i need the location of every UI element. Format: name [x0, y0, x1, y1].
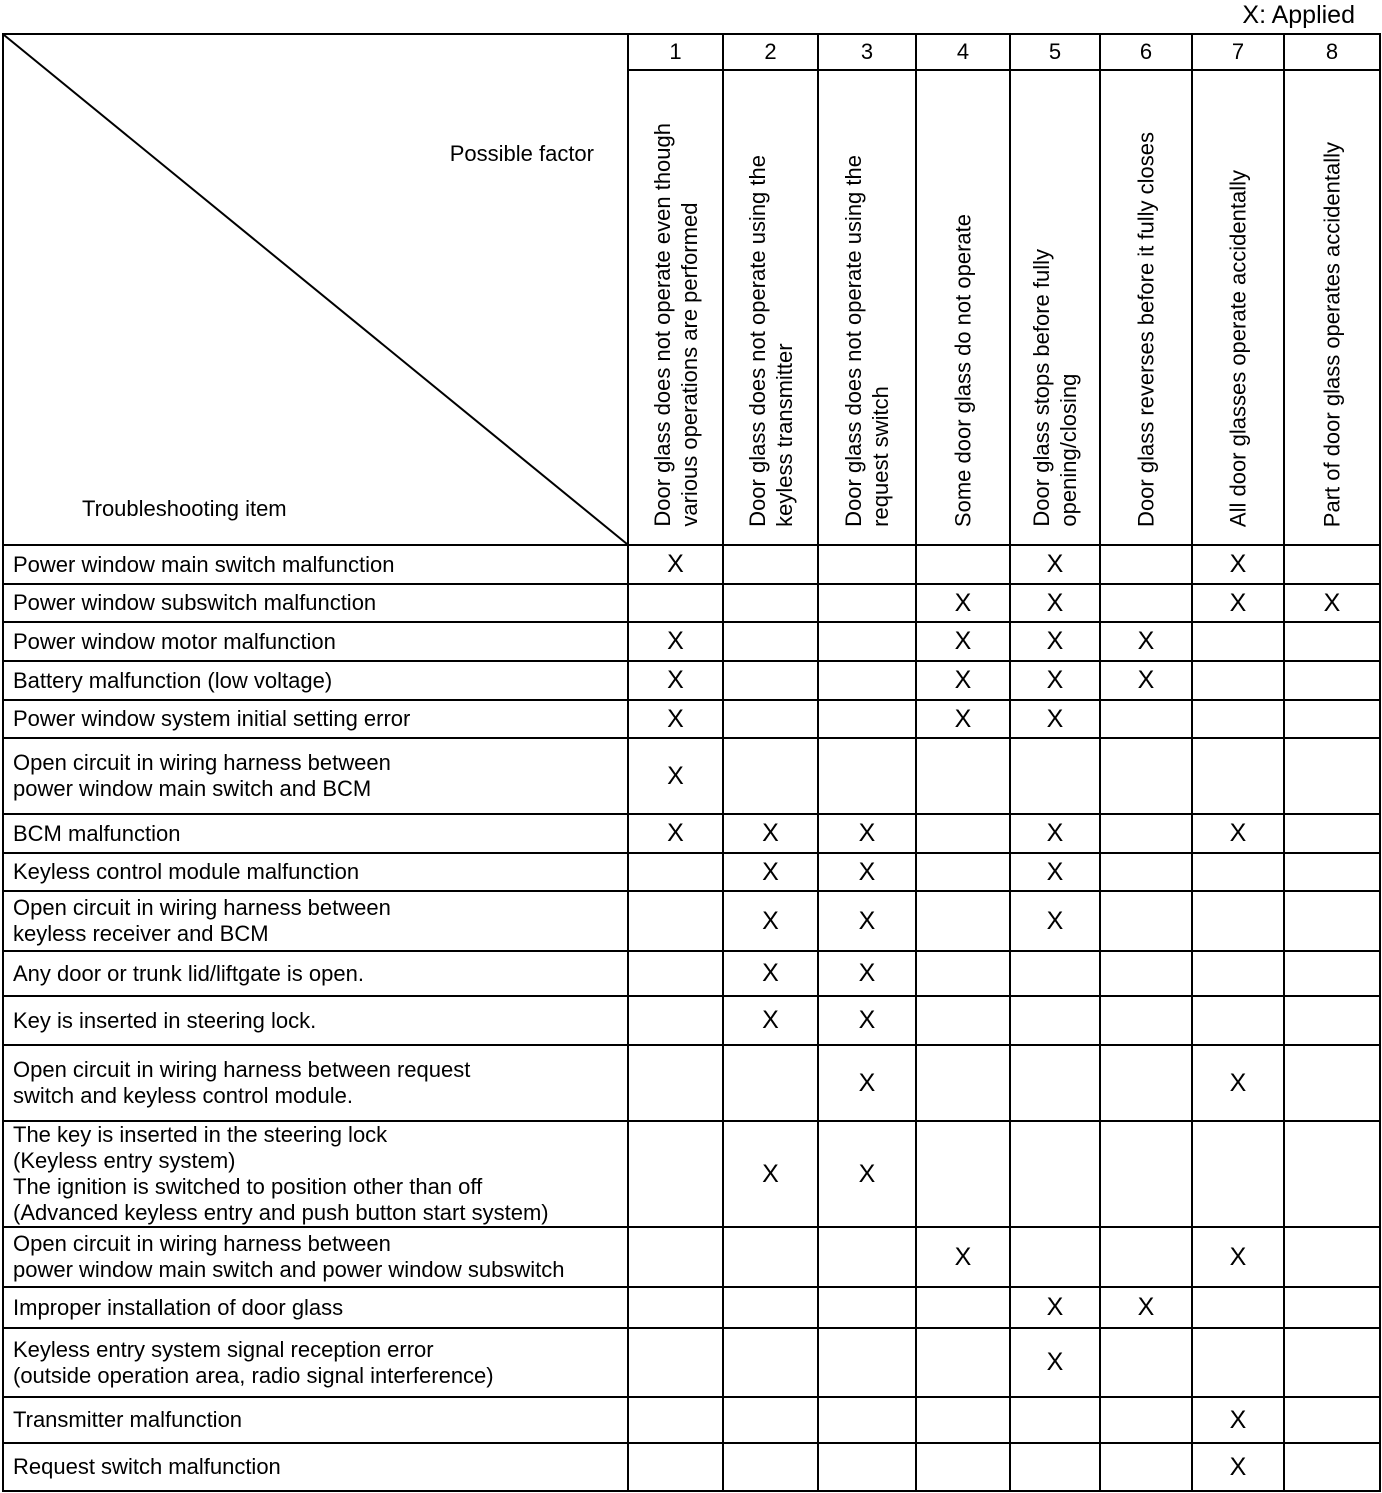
troubleshooting-item-cell — [4, 1444, 629, 1492]
applied-mark-col-8 — [1285, 546, 1381, 585]
applied-legend: X: Applied — [1242, 1, 1355, 29]
applied-mark-col-3: X — [819, 815, 917, 854]
applied-mark-col-2: X — [724, 854, 819, 892]
troubleshooting-item-text: Open circuit in wiring harness between power window main switch and BCM — [13, 750, 391, 801]
applied-mark-col-7 — [1193, 662, 1285, 701]
troubleshooting-item-text: Power window system initial setting error — [13, 706, 411, 731]
applied-mark-col-3 — [819, 1398, 917, 1444]
applied-mark-col-3: X — [819, 1122, 917, 1228]
column-label-cell-1 — [629, 71, 724, 546]
applied-mark-col-5: X — [1011, 662, 1101, 701]
applied-mark-col-7: X — [1193, 1444, 1285, 1492]
column-number-1: 1 — [629, 35, 724, 71]
troubleshooting-item-cell — [4, 1122, 629, 1228]
applied-mark-col-7: X — [1193, 1398, 1285, 1444]
applied-mark-col-6 — [1101, 815, 1193, 854]
applied-mark-col-5 — [1011, 1122, 1101, 1228]
applied-mark-col-6 — [1101, 997, 1193, 1046]
applied-mark-col-4 — [917, 1329, 1011, 1398]
applied-mark-col-4 — [917, 997, 1011, 1046]
applied-mark-col-2 — [724, 1398, 819, 1444]
column-label-1: Door glass does not operate even though various operations are performed — [649, 123, 702, 527]
applied-mark-col-1: X — [629, 701, 724, 739]
applied-mark-col-4 — [917, 854, 1011, 892]
applied-mark-col-2 — [724, 1444, 819, 1492]
applied-mark-col-5: X — [1011, 854, 1101, 892]
applied-mark-col-4: X — [917, 662, 1011, 701]
applied-mark-col-3 — [819, 701, 917, 739]
applied-mark-col-5: X — [1011, 585, 1101, 623]
applied-mark-col-2 — [724, 546, 819, 585]
applied-mark-col-7: X — [1193, 815, 1285, 854]
applied-mark-col-2: X — [724, 892, 819, 952]
troubleshooting-item-text: Power window motor malfunction — [13, 628, 336, 654]
applied-mark-col-1 — [629, 585, 724, 623]
applied-mark-col-5 — [1011, 1444, 1101, 1492]
applied-mark-col-8 — [1285, 892, 1381, 952]
applied-mark-col-4 — [917, 1288, 1011, 1329]
applied-mark-col-7: X — [1193, 1228, 1285, 1288]
applied-mark-col-2 — [724, 1228, 819, 1288]
applied-mark-col-8 — [1285, 1228, 1381, 1288]
applied-mark-col-1 — [629, 1122, 724, 1228]
applied-mark-col-4 — [917, 1444, 1011, 1492]
applied-mark-col-8 — [1285, 1288, 1381, 1329]
troubleshooting-item-text: Open circuit in wiring harness between request switch and keyless control module. — [13, 1057, 471, 1108]
troubleshooting-item-text: Open circuit in wiring harness between keyless receiver and BCM — [13, 895, 391, 946]
applied-mark-col-2 — [724, 1046, 819, 1122]
applied-mark-col-2 — [724, 739, 819, 815]
applied-mark-col-1: X — [629, 546, 724, 585]
applied-mark-col-8 — [1285, 1444, 1381, 1492]
applied-mark-col-2 — [724, 1288, 819, 1329]
diagonal-divider-line — [4, 35, 627, 544]
applied-mark-col-4 — [917, 952, 1011, 997]
applied-mark-col-1: X — [629, 815, 724, 854]
troubleshooting-item-text: Key is inserted in steering lock. — [13, 1007, 317, 1033]
applied-mark-col-7 — [1193, 892, 1285, 952]
applied-mark-col-1: X — [629, 662, 724, 701]
applied-mark-col-8 — [1285, 662, 1381, 701]
applied-mark-col-5 — [1011, 997, 1101, 1046]
applied-mark-col-2: X — [724, 997, 819, 1046]
applied-mark-col-2: X — [724, 1122, 819, 1228]
applied-mark-col-6 — [1101, 701, 1193, 739]
applied-mark-col-3 — [819, 1444, 917, 1492]
applied-mark-col-4 — [917, 892, 1011, 952]
applied-mark-col-2: X — [724, 815, 819, 854]
column-number-8: 8 — [1285, 35, 1381, 71]
column-number-3: 3 — [819, 35, 917, 71]
troubleshooting-item-text: Keyless entry system signal reception error (outside operation area, radio signal interference) — [13, 1336, 494, 1388]
applied-mark-col-6: X — [1101, 662, 1193, 701]
applied-mark-col-6 — [1101, 854, 1193, 892]
applied-mark-col-1 — [629, 854, 724, 892]
applied-mark-col-4: X — [917, 585, 1011, 623]
column-label-cell-3 — [819, 71, 917, 546]
applied-mark-col-1 — [629, 892, 724, 952]
applied-mark-col-8 — [1285, 952, 1381, 997]
applied-mark-col-7 — [1193, 1122, 1285, 1228]
applied-mark-col-3: X — [819, 997, 917, 1046]
troubleshooting-item-text: Keyless control module malfunction — [13, 859, 360, 884]
applied-mark-col-8 — [1285, 701, 1381, 739]
applied-mark-col-1 — [629, 1228, 724, 1288]
applied-mark-col-2 — [724, 585, 819, 623]
applied-mark-col-1 — [629, 952, 724, 997]
applied-mark-col-3 — [819, 546, 917, 585]
applied-mark-col-5 — [1011, 1398, 1101, 1444]
troubleshooting-item-cell — [4, 662, 629, 701]
applied-mark-col-5 — [1011, 1228, 1101, 1288]
applied-mark-col-7: X — [1193, 546, 1285, 585]
applied-mark-col-3: X — [819, 854, 917, 892]
troubleshooting-item-text: BCM malfunction — [13, 820, 181, 846]
applied-mark-col-6: X — [1101, 623, 1193, 662]
column-number-2: 2 — [724, 35, 819, 71]
applied-mark-col-6 — [1101, 585, 1193, 623]
possible-factor-label: Possible factor — [449, 141, 594, 166]
applied-mark-col-6 — [1101, 1122, 1193, 1228]
applied-mark-col-3 — [819, 1329, 917, 1398]
applied-mark-col-6 — [1101, 952, 1193, 997]
troubleshooting-item-text: Power window main switch malfunction — [13, 551, 395, 577]
applied-mark-col-6 — [1101, 1228, 1193, 1288]
applied-mark-col-7 — [1193, 623, 1285, 662]
troubleshooting-item-cell — [4, 1288, 629, 1329]
column-label-5: Door glass stops before fully opening/closing — [1029, 249, 1081, 527]
column-label-3: Door glass does not operate using the request switch — [841, 155, 893, 527]
applied-mark-col-8 — [1285, 1046, 1381, 1122]
column-label-cell-8 — [1285, 71, 1381, 546]
column-number-5: 5 — [1011, 35, 1101, 71]
applied-mark-col-8 — [1285, 739, 1381, 815]
applied-mark-col-8 — [1285, 1122, 1381, 1228]
column-label-7: All door glasses operate accidentally — [1225, 169, 1251, 527]
applied-mark-col-4: X — [917, 701, 1011, 739]
applied-mark-col-2 — [724, 662, 819, 701]
applied-mark-col-3 — [819, 623, 917, 662]
applied-mark-col-4 — [917, 1122, 1011, 1228]
troubleshooting-item-cell — [4, 623, 629, 662]
troubleshooting-item-cell — [4, 1398, 629, 1444]
applied-mark-col-5 — [1011, 1046, 1101, 1122]
troubleshooting-item-cell — [4, 952, 629, 997]
applied-mark-col-6 — [1101, 1444, 1193, 1492]
applied-mark-col-8 — [1285, 1398, 1381, 1444]
applied-mark-col-4: X — [917, 1228, 1011, 1288]
applied-mark-col-3: X — [819, 1046, 917, 1122]
applied-mark-col-7 — [1193, 997, 1285, 1046]
applied-mark-col-4 — [917, 815, 1011, 854]
troubleshooting-item-cell — [4, 1228, 629, 1288]
column-number-7: 7 — [1193, 35, 1285, 71]
column-label-cell-5 — [1011, 71, 1101, 546]
applied-mark-col-3 — [819, 1288, 917, 1329]
troubleshooting-item-cell — [4, 546, 629, 585]
column-label-cell-6 — [1101, 71, 1193, 546]
troubleshooting-item-text: Open circuit in wiring harness between power window main switch and power window subswitch — [13, 1231, 565, 1282]
applied-mark-col-8 — [1285, 815, 1381, 854]
applied-mark-col-1 — [629, 1398, 724, 1444]
applied-mark-col-3 — [819, 1228, 917, 1288]
applied-mark-col-5 — [1011, 739, 1101, 815]
troubleshooting-item-cell — [4, 997, 629, 1046]
applied-mark-col-1: X — [629, 623, 724, 662]
applied-mark-col-5: X — [1011, 1288, 1101, 1329]
applied-mark-col-5: X — [1011, 623, 1101, 662]
applied-mark-col-5: X — [1011, 1329, 1101, 1398]
applied-mark-col-2 — [724, 701, 819, 739]
applied-mark-col-5 — [1011, 952, 1101, 997]
applied-mark-col-6 — [1101, 892, 1193, 952]
applied-mark-col-3 — [819, 662, 917, 701]
applied-mark-col-3: X — [819, 952, 917, 997]
applied-mark-col-1 — [629, 1288, 724, 1329]
applied-mark-col-8 — [1285, 997, 1381, 1046]
column-label-4: Some door glass do not operate — [950, 213, 976, 527]
applied-mark-col-6 — [1101, 1329, 1193, 1398]
applied-mark-col-8 — [1285, 1329, 1381, 1398]
troubleshooting-item-cell — [4, 854, 629, 892]
troubleshooting-item-cell — [4, 585, 629, 623]
troubleshooting-item-text: Request switch malfunction — [13, 1454, 281, 1479]
applied-mark-col-7 — [1193, 854, 1285, 892]
applied-mark-col-4: X — [917, 623, 1011, 662]
applied-mark-col-6 — [1101, 1398, 1193, 1444]
applied-mark-col-8 — [1285, 623, 1381, 662]
applied-mark-col-2 — [724, 623, 819, 662]
troubleshooting-item-text: The key is inserted in the steering lock (Keyless entry system) The ignition is switched to position other than off (Advanced keyless entry and push button start system) — [13, 1122, 549, 1225]
applied-mark-col-8 — [1285, 854, 1381, 892]
applied-mark-col-6: X — [1101, 1288, 1193, 1329]
applied-mark-col-7: X — [1193, 1046, 1285, 1122]
column-number-4: 4 — [917, 35, 1011, 71]
column-label-cell-2 — [724, 71, 819, 546]
applied-mark-col-1 — [629, 997, 724, 1046]
applied-mark-col-7 — [1193, 1288, 1285, 1329]
applied-mark-col-2 — [724, 1329, 819, 1398]
troubleshooting-item-cell — [4, 739, 629, 815]
troubleshooting-item-cell — [4, 1046, 629, 1122]
applied-mark-col-7 — [1193, 952, 1285, 997]
applied-mark-col-5: X — [1011, 815, 1101, 854]
applied-mark-col-6 — [1101, 546, 1193, 585]
column-label-8: Part of door glass operates accidentally — [1319, 141, 1345, 527]
troubleshooting-item-text: Power window subswitch malfunction — [13, 590, 377, 615]
applied-mark-col-7: X — [1193, 585, 1285, 623]
applied-mark-col-5: X — [1011, 546, 1101, 585]
troubleshooting-item-cell — [4, 1329, 629, 1398]
applied-mark-col-4 — [917, 1046, 1011, 1122]
column-label-6: Door glass reverses before it fully closes — [1133, 132, 1159, 527]
applied-mark-col-6 — [1101, 739, 1193, 815]
applied-mark-col-1 — [629, 1444, 724, 1492]
applied-mark-col-3 — [819, 585, 917, 623]
applied-mark-col-4 — [917, 739, 1011, 815]
applied-mark-col-4 — [917, 1398, 1011, 1444]
troubleshooting-table — [2, 33, 1381, 1492]
applied-mark-col-1 — [629, 1329, 724, 1398]
applied-mark-col-3: X — [819, 892, 917, 952]
applied-mark-col-8: X — [1285, 585, 1381, 623]
applied-mark-col-3 — [819, 739, 917, 815]
applied-mark-col-5: X — [1011, 892, 1101, 952]
column-label-cell-4 — [917, 71, 1011, 546]
diagonal-header-cell — [4, 35, 629, 546]
troubleshooting-item-cell — [4, 701, 629, 739]
troubleshooting-item-text: Transmitter malfunction — [13, 1407, 243, 1432]
applied-mark-col-6 — [1101, 1046, 1193, 1122]
column-label-cell-7 — [1193, 71, 1285, 546]
troubleshooting-item-text: Battery malfunction (low voltage) — [13, 667, 333, 693]
applied-mark-col-7 — [1193, 739, 1285, 815]
troubleshooting-item-label: Troubleshooting item — [82, 496, 287, 521]
troubleshooting-item-text: Improper installation of door glass — [13, 1294, 344, 1320]
applied-mark-col-1 — [629, 1046, 724, 1122]
applied-mark-col-4 — [917, 546, 1011, 585]
troubleshooting-item-cell — [4, 815, 629, 854]
column-number-6: 6 — [1101, 35, 1193, 71]
troubleshooting-item-text: Any door or trunk lid/liftgate is open. — [13, 960, 364, 986]
applied-mark-col-7 — [1193, 1329, 1285, 1398]
applied-mark-col-1: X — [629, 739, 724, 815]
applied-mark-col-5: X — [1011, 701, 1101, 739]
applied-mark-col-2: X — [724, 952, 819, 997]
applied-mark-col-7 — [1193, 701, 1285, 739]
column-label-2: Door glass does not operate using the keyless transmitter — [744, 155, 797, 527]
troubleshooting-item-cell — [4, 892, 629, 952]
